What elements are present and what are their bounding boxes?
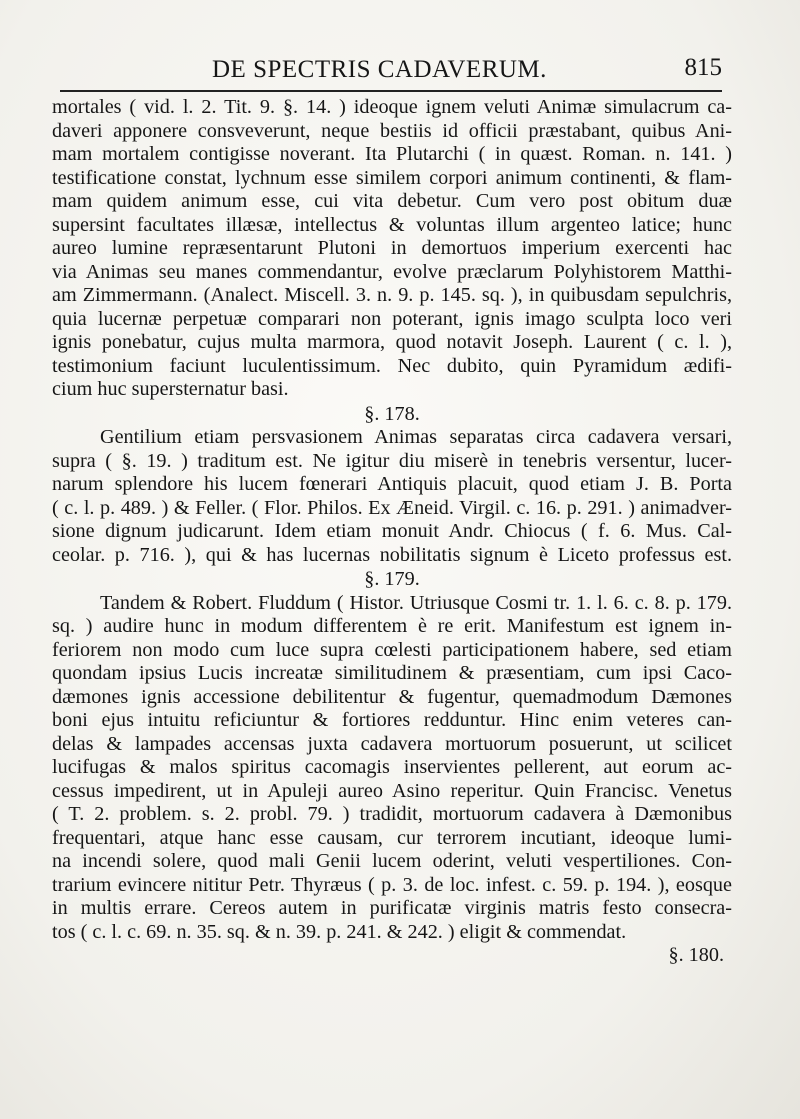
text-line: via Animas seu manes commendantur, evolve præclarum Polyhistorem Matthi- <box>52 260 732 283</box>
text-line: na incendi solere, quod mali Genii lucem oderint, veluti vespertiliones. Con- <box>52 850 732 872</box>
text-line: supra ( §. 19. ) traditum est. Ne igitur diu miserè in tenebris versentur, lucer- <box>52 449 732 472</box>
text-line: ignis ponebatur, cujus multa marmora, quod notavit Joseph. Laurent ( c. l. ), <box>52 331 732 353</box>
section-heading: §. 180. <box>668 944 724 966</box>
body-text <box>52 96 732 968</box>
text-line: supersint facultates illæsæ, intellectus & voluntas illum argenteo latice; hunc <box>52 213 732 236</box>
page-number: 815 <box>684 54 722 81</box>
header-rule <box>60 90 722 92</box>
text-line: trarium evincere nititur Petr. Thyræus ( p. 3. de loc. infest. c. 59. p. 194. ), eosque <box>52 873 732 896</box>
section-heading: §. 179. <box>364 568 420 590</box>
text-line: cessus impedirent, ut in Apuleji aureo Asino reperitur. Quin Francisc. Venetus <box>52 779 732 802</box>
text-line: Gentilium etiam persvasionem Animas separatas circa cadavera versari, <box>100 426 732 448</box>
text-line: mortales ( vid. l. 2. Tit. 9. §. 14. ) ideoque ignem veluti Animæ simulacrum ca- <box>52 96 732 118</box>
text-line: testimonium faciunt luculentissimum. Nec dubito, quin Pyramidum ædifi- <box>52 354 732 377</box>
text-line: am Zimmermann. (Analect. Miscell. 3. n. 9. p. 145. sq. ), in quibusdam sepulchris, <box>52 284 732 306</box>
text-line: lucifugas & malos spiritus cacomagis inservientes pellerent, aut eorum ac- <box>52 756 732 778</box>
text-line: mam quidem animum esse, cui vita debetur. Cum vero post obitum duæ <box>52 190 732 212</box>
text-line: cium huc supersternatur basi. <box>52 378 289 400</box>
running-title: DE SPECTRIS CADAVERUM. <box>212 56 547 83</box>
text-line: sione dignum judicarunt. Idem etiam monuit Andr. Chiocus ( f. 6. Mus. Cal- <box>52 520 732 542</box>
text-line: ( c. l. p. 489. ) & Feller. ( Flor. Philos. Ex Æneid. Virgil. c. 16. p. 291. ) animadver- <box>52 496 732 519</box>
text-line: narum splendore his lucem fœnerari Antiquis placuit, quod etiam J. B. Porta <box>52 473 732 495</box>
text-line: tos ( c. l. c. 69. n. 35. sq. & n. 39. p. 241. & 242. ) eligit & commendat. <box>52 920 627 943</box>
section-heading: §. 178. <box>364 402 420 425</box>
text-line: Tandem & Robert. Fluddum ( Histor. Utriusque Cosmi tr. 1. l. 6. c. 8. p. 179. <box>100 591 732 614</box>
text-line: dæmones ignis accessione debilitentur & fugentur, quemadmodum Dæmones <box>52 685 732 708</box>
text-line: ( T. 2. problem. s. 2. probl. 79. ) tradidit, mortuorum cadavera à Dæmonibus <box>52 803 732 825</box>
text-line: testificatione constat, lychnum esse similem corpori animum continenti, & flam- <box>52 166 732 189</box>
text-line: feriorem non modo cum luce supra cœlesti participationem habere, sed etiam <box>52 638 732 661</box>
page-header <box>60 52 722 92</box>
text-line: delas & lampades accensas juxta cadavera mortuorum posuerunt, ut scilicet <box>52 732 732 755</box>
text-line: in multis errare. Cereos autem in purificatæ virginis matris festo consecra- <box>52 897 732 919</box>
text-line: frequentari, atque hanc esse causam, cur terrorem incutiant, ideoque lumi- <box>52 826 732 849</box>
text-line: aureo lumine repræsentarunt Plutoni in demortuos imperium exercenti hac <box>52 237 732 259</box>
text-line: quondam ipsius Lucis increatæ similitudinem & præsentiam, cum ipsi Caco- <box>52 662 732 684</box>
text-line: ceolar. p. 716. ), qui & has lucernas nobilitatis signum è Liceto professus est. <box>52 543 732 566</box>
text-line: daveri apponere consveverunt, neque bestiis id officii præstabant, quibus Ani- <box>52 119 732 142</box>
text-line: boni ejus intuitu reficiuntur & fortiores redduntur. Hinc enim veteres can- <box>52 709 732 731</box>
text-line: quia lucernæ perpetuæ comparari non poterant, ignis imago sculpta loco veri <box>52 307 732 330</box>
text-line: sq. ) audire hunc in modum differentem è re erit. Manifestum est ignem in- <box>52 615 732 637</box>
text-line: mam mortalem contigisse noverant. Ita Plutarchi ( in quæst. Roman. n. 141. ) <box>52 143 732 165</box>
